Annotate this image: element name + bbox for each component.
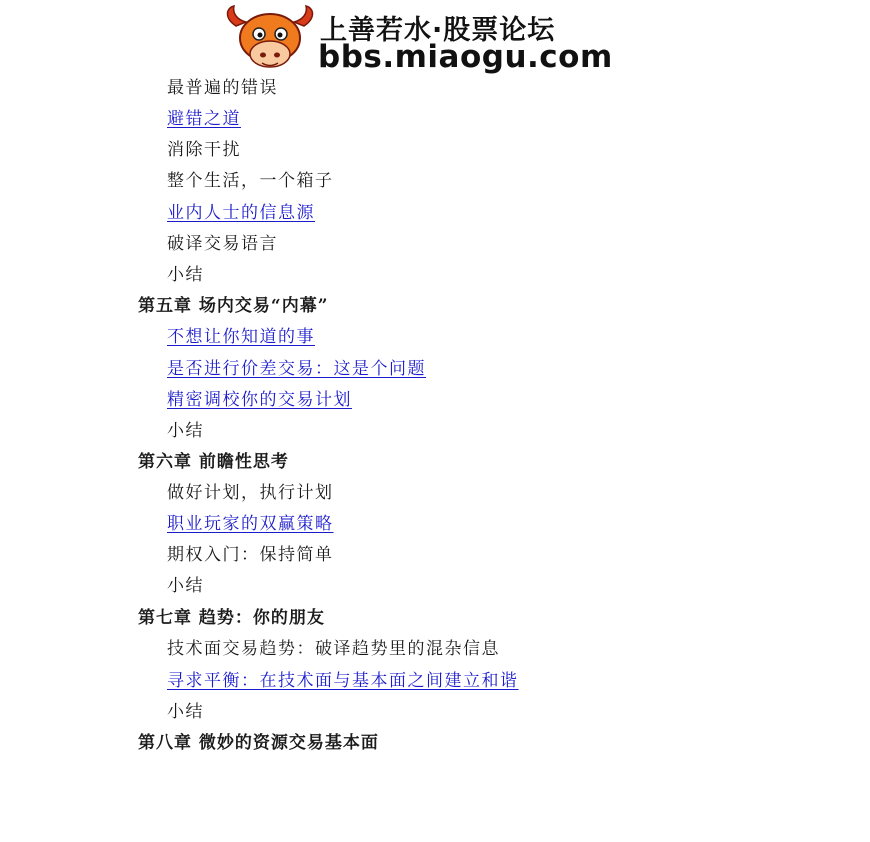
toc-entry: 小结: [167, 421, 204, 441]
forum-logo: [222, 4, 646, 74]
toc-link[interactable]: 不想让你知道的事: [167, 327, 315, 347]
toc-chapter-heading: 第八章 微妙的资源交易基本面: [138, 733, 379, 753]
toc-link[interactable]: 寻求平衡：在技术面与基本面之间建立和谐: [167, 671, 519, 691]
toc-entry: 技术面交易趋势：破译趋势里的混杂信息: [167, 639, 500, 659]
toc-chapter-heading: 第五章 场内交易“内幕”: [138, 296, 329, 316]
toc-entry: 小结: [167, 702, 204, 722]
toc-entry: 整个生活，一个箱子: [167, 171, 334, 191]
toc-entry: 最普遍的错误: [167, 78, 278, 98]
toc-entry: 期权入门：保持简单: [167, 545, 334, 565]
toc-entry: 消除干扰: [167, 140, 241, 160]
toc-link[interactable]: 业内人士的信息源: [167, 203, 315, 223]
forum-title: 上善若水·股票论坛: [320, 15, 556, 46]
bull-head-icon: [222, 4, 318, 74]
toc-link[interactable]: 精密调校你的交易计划: [167, 390, 352, 410]
toc-entry: 做好计划，执行计划: [167, 483, 334, 503]
toc-link[interactable]: 是否进行价差交易：这是个问题: [167, 359, 426, 379]
toc-link[interactable]: 避错之道: [167, 109, 241, 129]
toc-chapter-heading: 第六章 前瞻性思考: [138, 452, 289, 472]
toc-entry: 小结: [167, 576, 204, 596]
toc-entry: 小结: [167, 265, 204, 285]
toc-entry: 破译交易语言: [167, 234, 278, 254]
toc-chapter-heading: 第七章 趋势：你的朋友: [138, 608, 325, 628]
toc-link[interactable]: 职业玩家的双赢策略: [167, 514, 334, 534]
forum-url: bbs.miaogu.com: [318, 39, 613, 75]
